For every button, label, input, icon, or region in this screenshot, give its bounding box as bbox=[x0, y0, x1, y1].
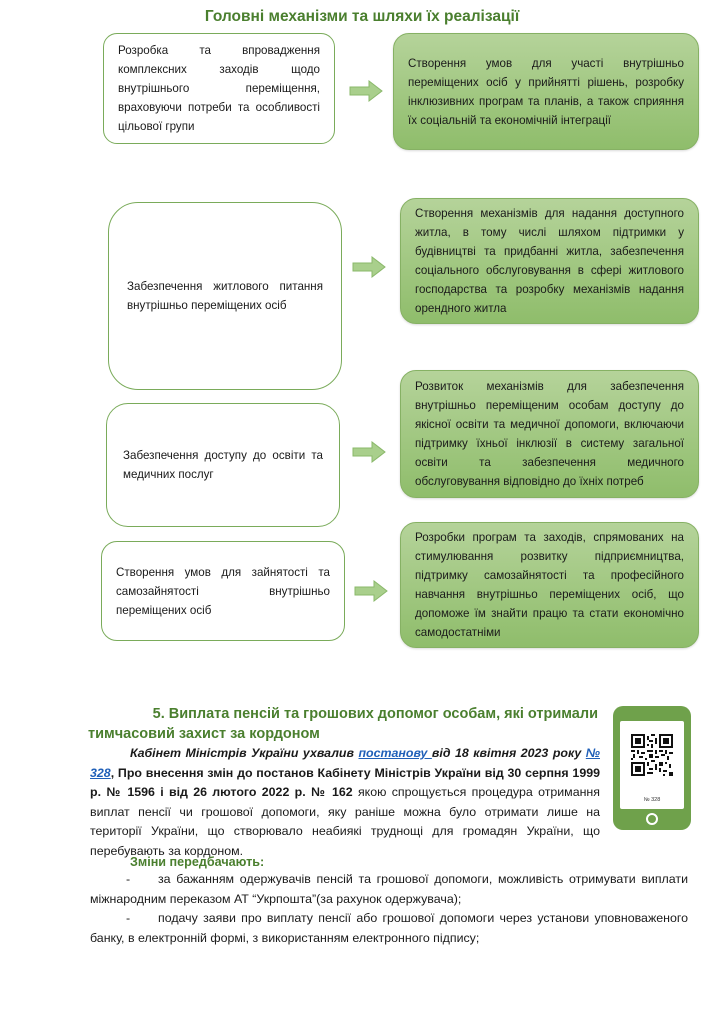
bullet-marker: - bbox=[126, 911, 131, 925]
implementation-box-1 bbox=[393, 33, 699, 150]
mechanism-box-1 bbox=[103, 33, 335, 144]
intro-paragraph bbox=[90, 744, 600, 862]
mechanism-box-4 bbox=[101, 541, 345, 641]
implementation-text-4: Розробки програм та заходів, спрямованих на стимулювання розвитку підприємництва, підтримку самозайнятості та професійного навчання внутрішньо переміщених осіб, що допоможе їм знайти працю та стати економічно самодостатніми bbox=[415, 531, 684, 639]
qr-caption: № 328 bbox=[643, 797, 661, 803]
intro-title: , Про внесення змін до постанов Кабінету Міністрів України від 30 серпня 1999 р. № 1596 і від 26 лютого 2022 р. № 162 bbox=[90, 765, 600, 800]
mechanism-box-2 bbox=[108, 202, 342, 390]
mechanism-text-3: Забезпечення доступу до освіти та медичних послуг bbox=[123, 449, 323, 481]
arrow-right-icon bbox=[354, 580, 388, 602]
intro-text-b: якою спрощується процедура отримання виплат пенсії чи грошової допомоги, яку раніше можна було отримати лише на території України, що створювало неабиякі труднощі для громадян України, що перебувають за кордоном. bbox=[90, 785, 600, 858]
implementation-box-2 bbox=[400, 198, 699, 324]
mechanism-text-2: Забезпечення житлового питання внутрішньо переміщених осіб bbox=[127, 280, 323, 312]
implementation-text-3: Розвиток механізмів для забезпечення внутрішньо переміщеним особам доступу до якісної освіти та медичної допомоги, включаючи підтримку їхньої інклюзії в систему загальної освіти та забезпечення медичного обслуговування відповідно до їхніх потреб bbox=[415, 380, 684, 488]
implementation-text-1: Створення умов для участі внутрішньо переміщених осіб у прийнятті рішень, розробку інклюзивних програм та планів, а також сприяння їх соціальній та економічній інтеграції bbox=[408, 56, 684, 127]
phone-home-button bbox=[646, 813, 658, 825]
arrow-right-icon bbox=[349, 80, 383, 102]
section-heading bbox=[88, 704, 598, 744]
phone-screen bbox=[620, 721, 684, 809]
qr-code-icon[interactable] bbox=[631, 734, 673, 776]
bullet-item-2 bbox=[90, 909, 688, 948]
resolution-number-link[interactable]: № 328 bbox=[90, 746, 600, 780]
changes-label: Зміни передбачають: bbox=[130, 855, 265, 869]
bullet-text-1: за бажанням одержувачів пенсій та грошової допомоги, можливість отримувати виплати міжнародним переказом АТ “Укрпошта”(за рахунок одержувача); bbox=[90, 872, 688, 906]
bullet-item-1 bbox=[90, 870, 688, 909]
page-title: Головні механізми та шляхи їх реалізації bbox=[204, 8, 520, 25]
intro-text-a: Кабінет Міністрів України ухвалив bbox=[130, 746, 359, 760]
mechanism-text-4: Створення умов для зайнятості та самозайнятості внутрішньо переміщених осіб bbox=[116, 565, 330, 617]
section-heading-line-2: тимчасовий захист за кордоном bbox=[88, 726, 320, 742]
bullet-text-2: подачу заяви про виплату пенсії або грошової допомоги через установи уповноваженого банку, в електронній формі, з використанням електронного підпису; bbox=[90, 911, 688, 945]
bullet-marker: - bbox=[126, 872, 131, 886]
arrow-right-icon bbox=[352, 256, 386, 278]
implementation-text-2: Створення механізмів для надання доступного житла, в тому числі шляхом підтримки у будівництві та придбанні житла, забезпечення соціального обслуговування в сфері житлового господарства та розробку механізмів надання орендного житла bbox=[415, 207, 684, 315]
intro-date: від 18 квітня 2023 року bbox=[431, 746, 582, 760]
implementation-box-4 bbox=[400, 522, 699, 648]
mechanism-box-3 bbox=[106, 403, 340, 527]
resolution-link[interactable]: постанову bbox=[358, 746, 432, 760]
phone-icon bbox=[613, 706, 691, 830]
section-heading-line-1: 5. Виплата пенсій та грошових допомог особам, які отримали bbox=[152, 706, 598, 722]
arrow-right-icon bbox=[352, 441, 386, 463]
mechanism-text-1: Розробка та впровадження комплексних заходів щодо внутрішнього переміщення, враховуючи потреби та особливості цільової групи bbox=[118, 44, 320, 133]
implementation-box-3 bbox=[400, 370, 699, 498]
